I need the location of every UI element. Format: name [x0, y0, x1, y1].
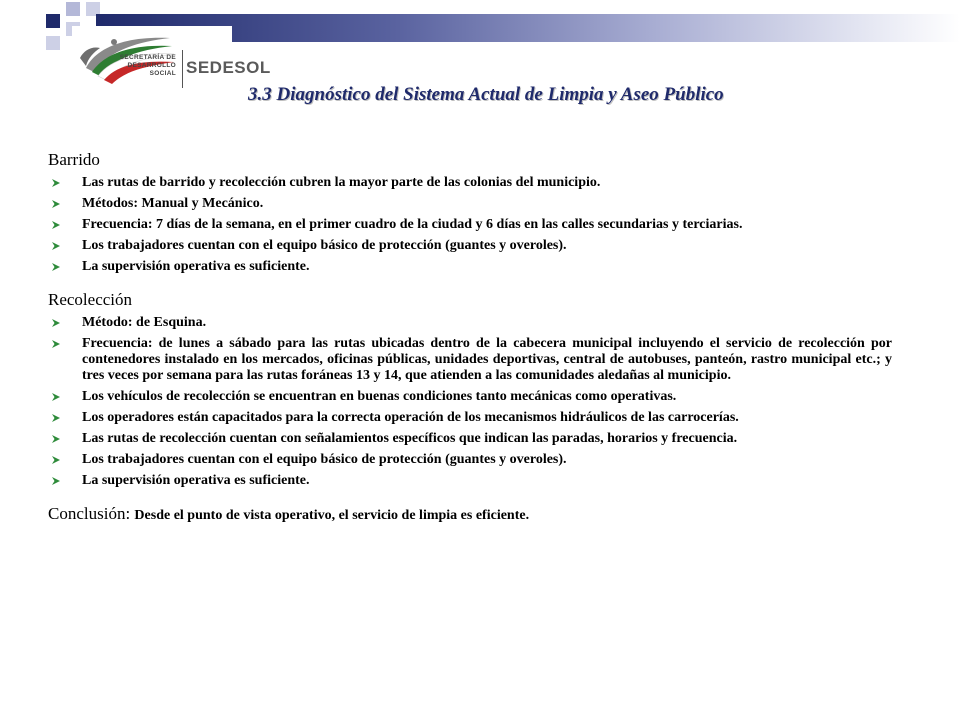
- conclusion-text: Desde el punto de vista operativo, el servicio de limpia es eficiente.: [134, 508, 530, 523]
- arrow-bullet-icon: [51, 241, 61, 251]
- section-barrido: [48, 149, 892, 275]
- bullet-text: La supervisión operativa es suficiente.: [82, 473, 310, 488]
- bullet-text: La supervisión operativa es suficiente.: [82, 259, 310, 274]
- decor-square: [46, 36, 60, 50]
- bullet-text: Las rutas de barrido y recolección cubren la mayor parte de las colonias del municipio.: [82, 175, 601, 190]
- arrow-bullet-icon: [51, 392, 61, 402]
- bullet-list-barrido: [48, 175, 892, 275]
- list-item: [48, 431, 892, 447]
- bullet-text: Los trabajadores cuentan con el equipo básico de protección (guantes y overoles).: [82, 452, 567, 467]
- page-title: 3.3 Diagnóstico del Sistema Actual de Limpia y Aseo Público: [248, 84, 724, 105]
- bullet-text: Métodos: Manual y Mecánico.: [82, 196, 264, 211]
- bullet-text: Las rutas de recolección cuentan con señalamientos específicos que indican las paradas, horarios y frecuencia.: [82, 431, 738, 446]
- arrow-bullet-icon: [51, 434, 61, 444]
- arrow-bullet-icon: [51, 455, 61, 465]
- logo-divider: [182, 50, 183, 88]
- arrow-bullet-icon: [51, 199, 61, 209]
- list-item: [48, 336, 892, 384]
- list-item: [48, 259, 892, 275]
- arrow-bullet-icon: [51, 339, 61, 349]
- list-item: [48, 175, 892, 191]
- bullet-text: Frecuencia: 7 días de la semana, en el primer cuadro de la ciudad y 6 días en las calles secundarias y terciarias.: [82, 217, 743, 232]
- conclusion-label: Conclusión:: [48, 504, 131, 523]
- sedesol-logo: [72, 26, 271, 90]
- bullet-list-recoleccion: [48, 315, 892, 489]
- bullet-text: Frecuencia: de lunes a sábado para las rutas ubicadas dentro de la cabecera municipal incluyendo el servicio de recolección por contenedores instalado en los mercados, oficinas públicas, unidades deportivas, central de autobuses, panteón, rastro municipal etc.; y tres veces por semana para las rutas foráneas 13 y 14, que atienden a las comunidades aledañas al municipio.: [82, 336, 892, 383]
- list-item: [48, 196, 892, 212]
- arrow-bullet-icon: [51, 318, 61, 328]
- bullet-text: Los operadores están capacitados para la correcta operación de los mecanismos hidráulicos de las carrocerías.: [82, 410, 739, 425]
- logo-org-line: DESARROLLO: [127, 62, 176, 69]
- list-item: [48, 315, 892, 331]
- arrow-bullet-icon: [51, 220, 61, 230]
- slide-content: [48, 149, 892, 527]
- arrow-bullet-icon: [51, 413, 61, 423]
- logo-org-line: SOCIAL: [149, 70, 176, 77]
- logo-brand-text: SEDESOL: [186, 58, 271, 77]
- arrow-bullet-icon: [51, 178, 61, 188]
- list-item: [48, 473, 892, 489]
- arrow-bullet-icon: [51, 476, 61, 486]
- list-item: [48, 452, 892, 468]
- bullet-text: Los trabajadores cuentan con el equipo básico de protección (guantes y overoles).: [82, 238, 567, 253]
- list-item: [48, 410, 892, 426]
- decor-square: [66, 2, 80, 16]
- conclusion: [48, 503, 892, 527]
- section-recoleccion: [48, 289, 892, 489]
- section-heading-recoleccion: Recolección: [48, 290, 133, 309]
- logo-org-line: SECRETARÍA DE: [119, 54, 176, 61]
- list-item: [48, 238, 892, 254]
- bullet-text: Los vehículos de recolección se encuentran en buenas condiciones tanto mecánicas como operativas.: [82, 389, 677, 404]
- list-item: [48, 389, 892, 405]
- section-heading-barrido: Barrido: [48, 150, 100, 169]
- arrow-bullet-icon: [51, 262, 61, 272]
- bullet-text: Método: de Esquina.: [82, 315, 207, 330]
- list-item: [48, 217, 892, 233]
- decor-square: [46, 14, 60, 28]
